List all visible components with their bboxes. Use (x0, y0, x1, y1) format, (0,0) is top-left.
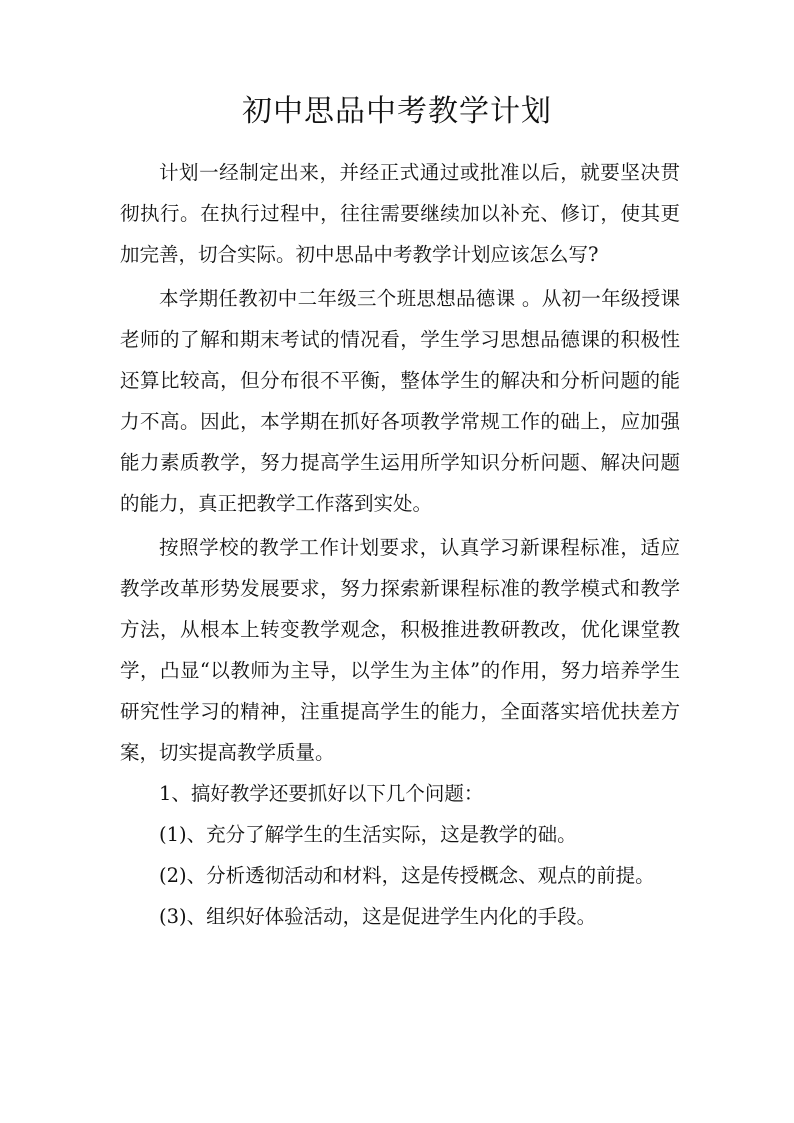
list-heading: 1、搞好教学还要抓好以下几个问题： (159, 782, 484, 805)
paragraph-teaching-plan: 按照学校的教学工作计划要求，认真学习新课程标准，适应教学改革形势发展要求，努力探索新课程标准的教学模式和教学方法，从根本上转变教学观念，积极推进教研教改，优化课堂教学，凸显“以教师为主导，以学生为主体”的作用，努力培养学生研究性学习的精神，注重提高学生的能力，全面落实培优扶差方案，切实提高教学质量。 (120, 536, 680, 764)
document-body (120, 152, 680, 937)
list-item-1: (1)、充分了解学生的生活实际，这是教学的础。 (159, 823, 577, 846)
list-item-2: (2)、分析透彻活动和材料，这是传授概念、观点的前提。 (159, 864, 655, 887)
paragraph-class-situation: 本学期任教初中二年级三个班思想品德课 。从初一年级授课老师的了解和期末考试的情况看，学生学习思想品德课的积极性还算比较高，但分布很不平衡，整体学生的解决和分析问题的能力不高。因此，本学期在抓好各项教学常规工作的础上，应加强能力素质教学，努力提高学生运用所学知识分析问题、解决问题的能力，真正把教学工作落到实处。 (120, 287, 680, 515)
list-item-3: (3)、组织好体验活动，这是促进学生内化的手段。 (159, 905, 597, 928)
document-title: 初中思品中考教学计划 (242, 94, 552, 129)
paragraph-intro: 计划一经制定出来，并经正式通过或批准以后，就要坚决贯彻执行。在执行过程中，往往需要继续加以补充、修订，使其更加完善，切合实际。初中思品中考教学计划应该怎么写? (120, 161, 680, 266)
